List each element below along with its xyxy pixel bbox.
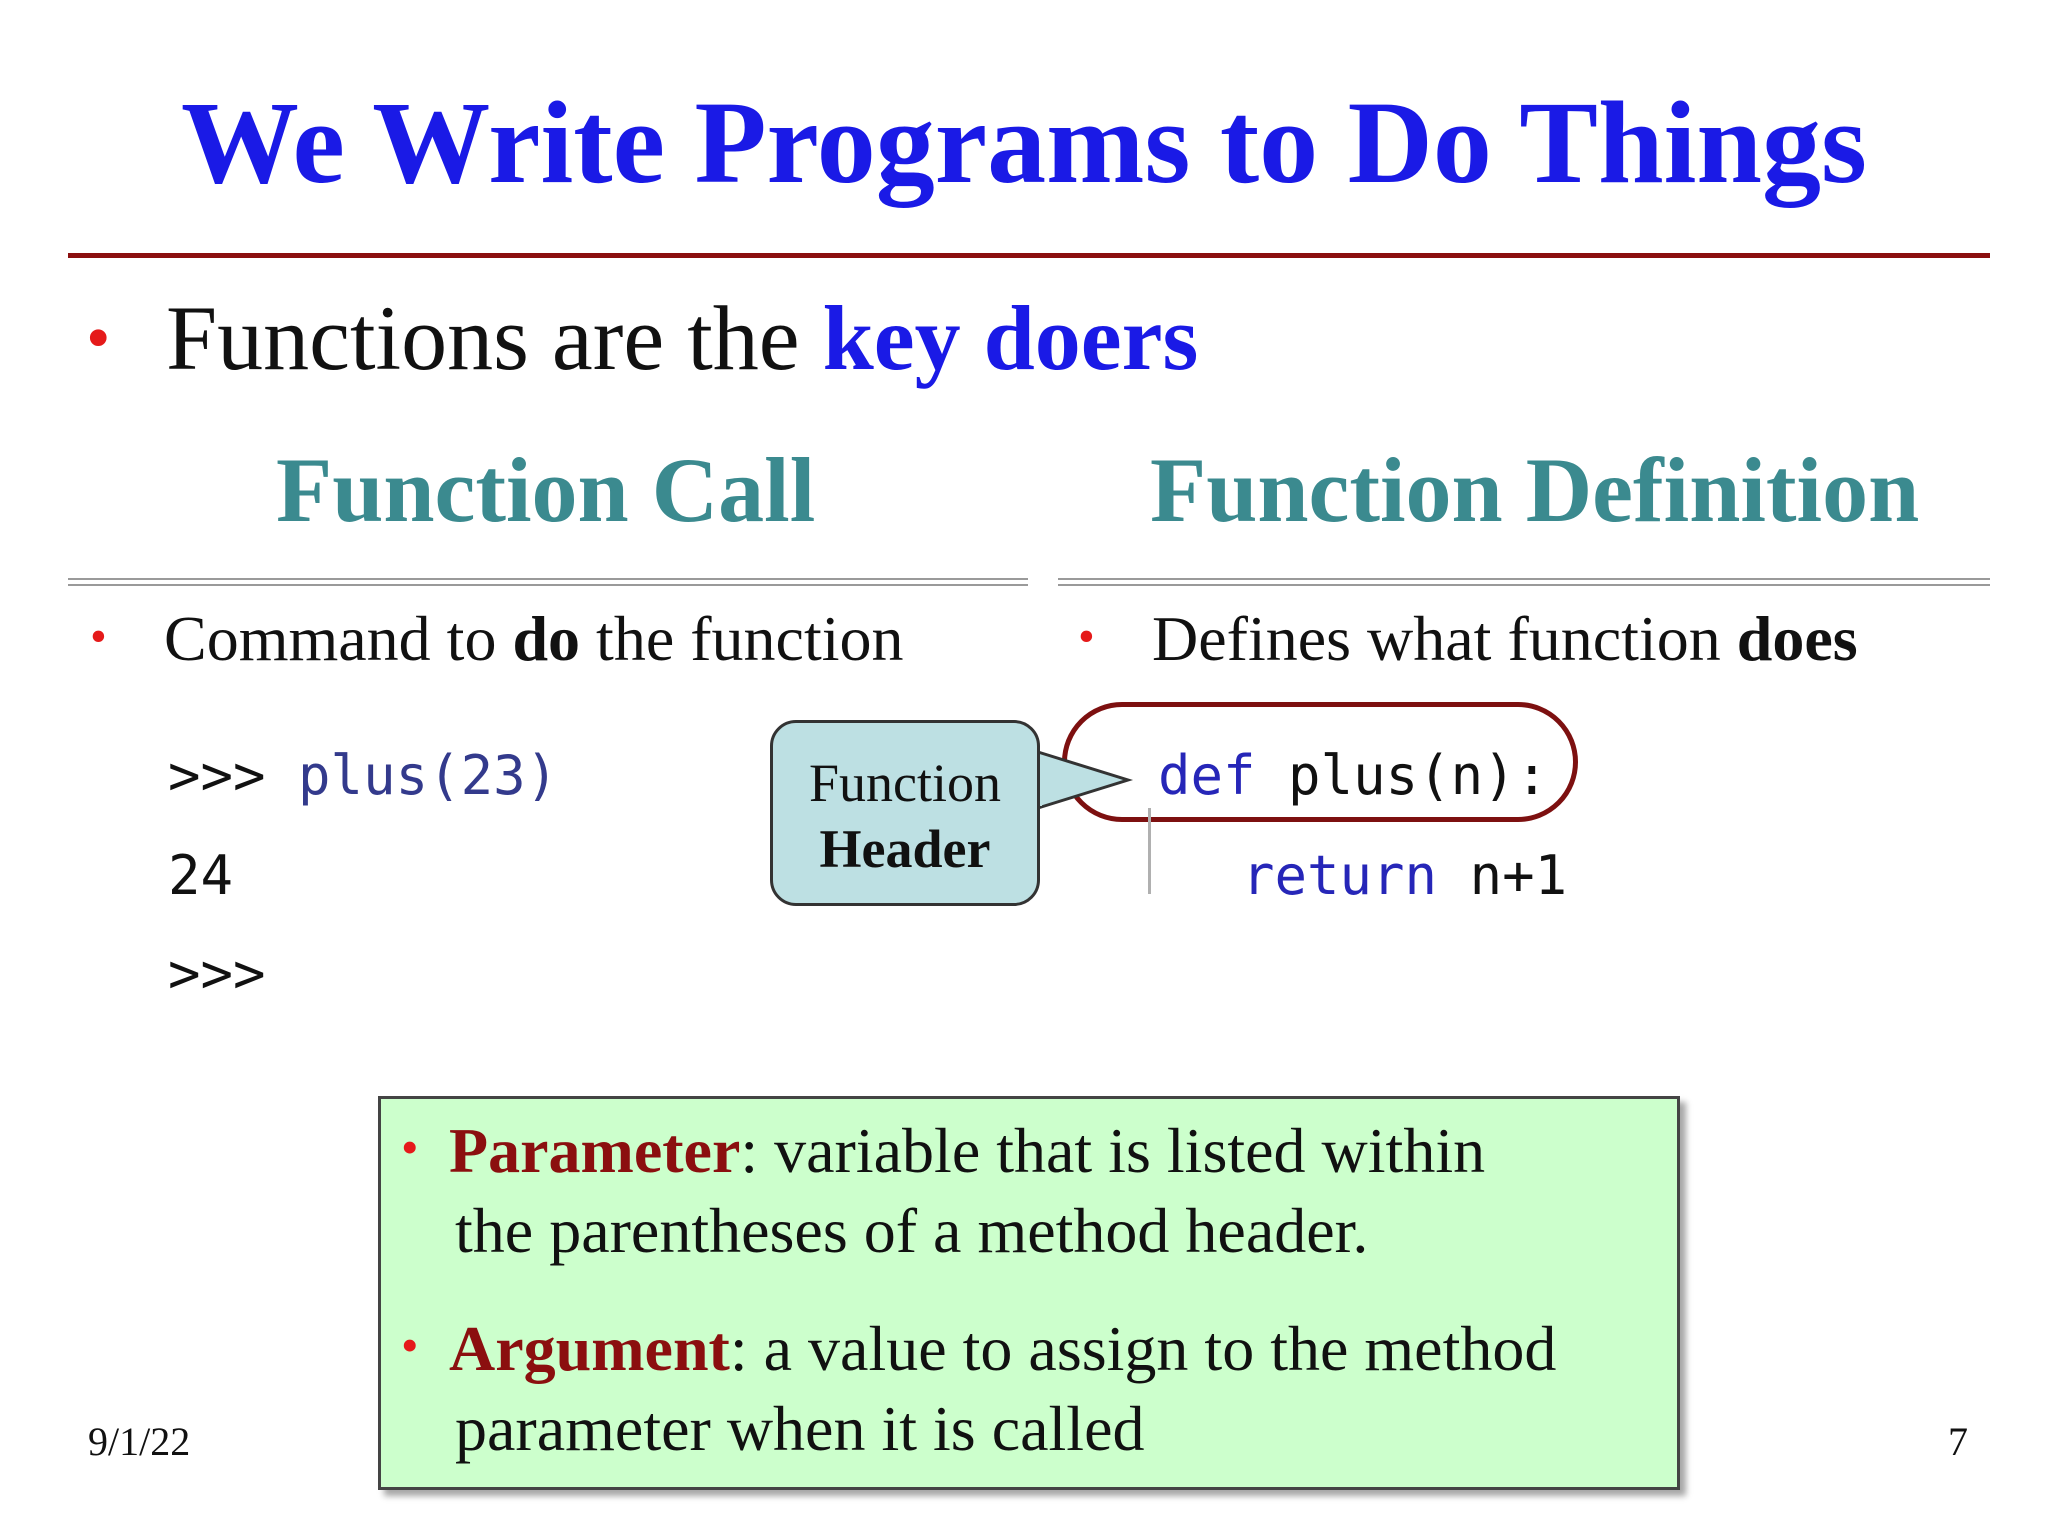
function-definition-bullet	[1078, 602, 1858, 676]
main-bullet-text: Functions are the	[166, 287, 823, 389]
argument-definition	[401, 1309, 1556, 1469]
bullet-dot-icon: •	[401, 1119, 419, 1175]
code-def-keyword: def	[1158, 744, 1256, 807]
function-definition-bullet-prefix: Defines what function	[1152, 603, 1737, 674]
function-call-bullet-bold: do	[512, 603, 581, 674]
code-def-line	[1158, 746, 1548, 805]
repl-call: plus(23)	[298, 744, 559, 807]
callout-pointer	[1030, 738, 1140, 838]
argument-text-2: parameter when it is called	[455, 1393, 1145, 1464]
repl-result: 24	[168, 844, 234, 907]
function-call-bullet-prefix: Command to	[164, 603, 513, 674]
code-return-keyword: return	[1242, 844, 1438, 907]
argument-term: Argument	[449, 1313, 730, 1384]
title-divider	[68, 253, 1990, 258]
argument-text-1: : a value to assign to the method	[729, 1313, 1557, 1384]
function-definition-heading: Function Definition	[1150, 439, 1920, 541]
code-return-expr: n+1	[1437, 844, 1568, 907]
parameter-text-1: : variable that is listed within	[740, 1115, 1486, 1186]
function-definition-divider	[1058, 578, 1990, 586]
parameter-term: Parameter	[449, 1115, 741, 1186]
function-definition-bullet-bold: does	[1736, 603, 1858, 674]
definitions-box	[378, 1096, 1680, 1490]
code-signature: plus(n):	[1255, 744, 1549, 807]
bullet-dot-icon: •	[1078, 610, 1095, 663]
parameter-definition	[401, 1111, 1485, 1271]
function-header-callout	[770, 720, 1040, 906]
parameter-text-2: the parentheses of a method header.	[455, 1195, 1369, 1266]
code-return-line	[1242, 846, 1567, 905]
repl-prompt: >>>	[168, 744, 299, 807]
function-call-heading: Function Call	[276, 439, 816, 541]
function-call-divider	[68, 578, 1028, 586]
bullet-dot-icon: •	[90, 610, 107, 663]
bullet-dot-icon: •	[401, 1317, 419, 1373]
callout-line-1: Function	[808, 753, 1001, 813]
bullet-dot-icon: •	[86, 300, 111, 377]
main-bullet	[86, 286, 1198, 392]
main-bullet-emphasis: key doers	[822, 287, 1199, 389]
function-call-bullet-suffix: the function	[580, 603, 904, 674]
callout-line-2: Header	[819, 818, 991, 879]
repl-prompt-end: >>>	[168, 942, 266, 1005]
slide-date: 9/1/22	[88, 1419, 191, 1464]
slide-title: We Write Programs to Do Things	[181, 77, 1867, 208]
slide-page-number: 7	[1948, 1419, 1968, 1464]
indent-guide	[1148, 808, 1151, 894]
function-call-bullet	[90, 602, 904, 676]
repl-call-line	[168, 746, 558, 805]
